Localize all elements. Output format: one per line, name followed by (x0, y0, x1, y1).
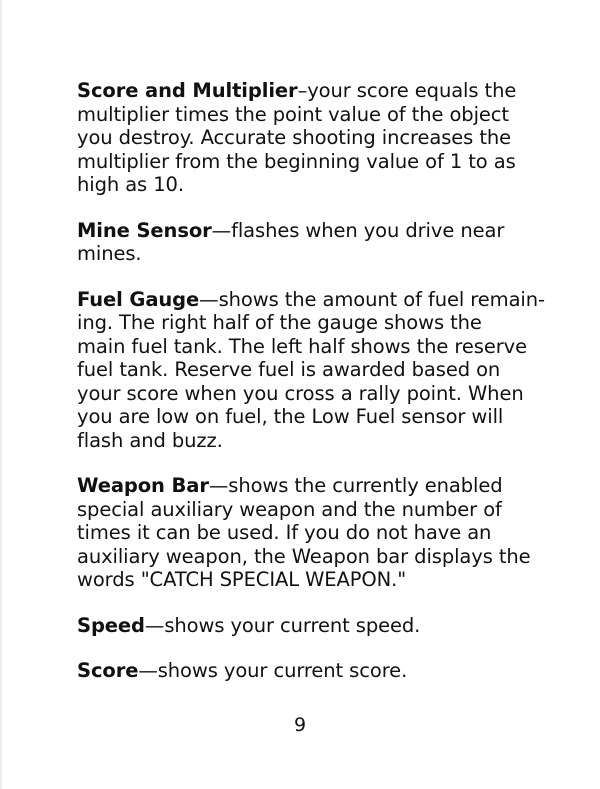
entry-fuel-gauge (77, 288, 547, 453)
entry-term: Score (77, 659, 139, 682)
entry-text: —flashes when you drive near (211, 218, 505, 242)
entry-text: high as 10. (77, 173, 184, 196)
entry-text: —shows the amount of fuel remain- (199, 287, 545, 311)
entry-text: times it can be used. If you do not have an (77, 521, 492, 544)
entry-text: auxiliary weapon, the Weapon bar displays the (77, 544, 531, 568)
entry-text: multiplier from the beginning value of 1 to as (77, 149, 516, 173)
entry-text: main fuel tank. The left half shows the reserve (77, 334, 527, 358)
entry-first-line (77, 474, 547, 498)
entry-first-line (77, 288, 547, 312)
entry-term: Speed (77, 613, 145, 637)
entry-text: you destroy. Accurate shooting increases the (77, 126, 512, 149)
entry-text: —shows your current score. (138, 659, 408, 682)
page-edge-shadow (0, 0, 3, 789)
entry-first-line (77, 219, 547, 243)
page-content (77, 79, 547, 705)
entry-text: words "CATCH SPECIAL WEAPON." (77, 568, 407, 591)
entry-mine-sensor (77, 219, 547, 266)
entry-text: flash and buzz. (77, 428, 223, 452)
entry-term: Weapon Bar (77, 474, 209, 497)
entry-text: fuel tank. Reserve fuel is awarded based on (77, 358, 501, 381)
entry-first-line (77, 659, 547, 683)
entry-text: your score when you cross a rally point. When (77, 381, 524, 405)
entry-text: —shows your current speed. (144, 613, 421, 637)
entry-first-line (77, 79, 547, 103)
entry-text: —shows the currently enabled (208, 474, 503, 497)
page-number: 9 (293, 714, 307, 736)
entry-speed (77, 614, 547, 638)
entry-text: you are low on fuel, the Low Fuel sensor will (77, 405, 504, 428)
entry-weapon-bar (77, 474, 547, 592)
entry-score-and-multiplier (77, 79, 547, 197)
entry-first-line (77, 614, 547, 638)
entry-term: Score and Multiplier (77, 79, 298, 102)
entry-text: multiplier times the point value of the object (77, 102, 509, 126)
entry-score (77, 659, 547, 683)
entry-term: Mine Sensor (77, 218, 212, 242)
entry-text: –your score equals the (297, 79, 517, 102)
entry-text: special auxiliary weapon and the number of (77, 497, 502, 521)
entry-text: mines. (77, 242, 142, 265)
entry-text: ing. The right half of the gauge shows the (77, 311, 482, 334)
entry-term: Fuel Gauge (77, 287, 200, 311)
